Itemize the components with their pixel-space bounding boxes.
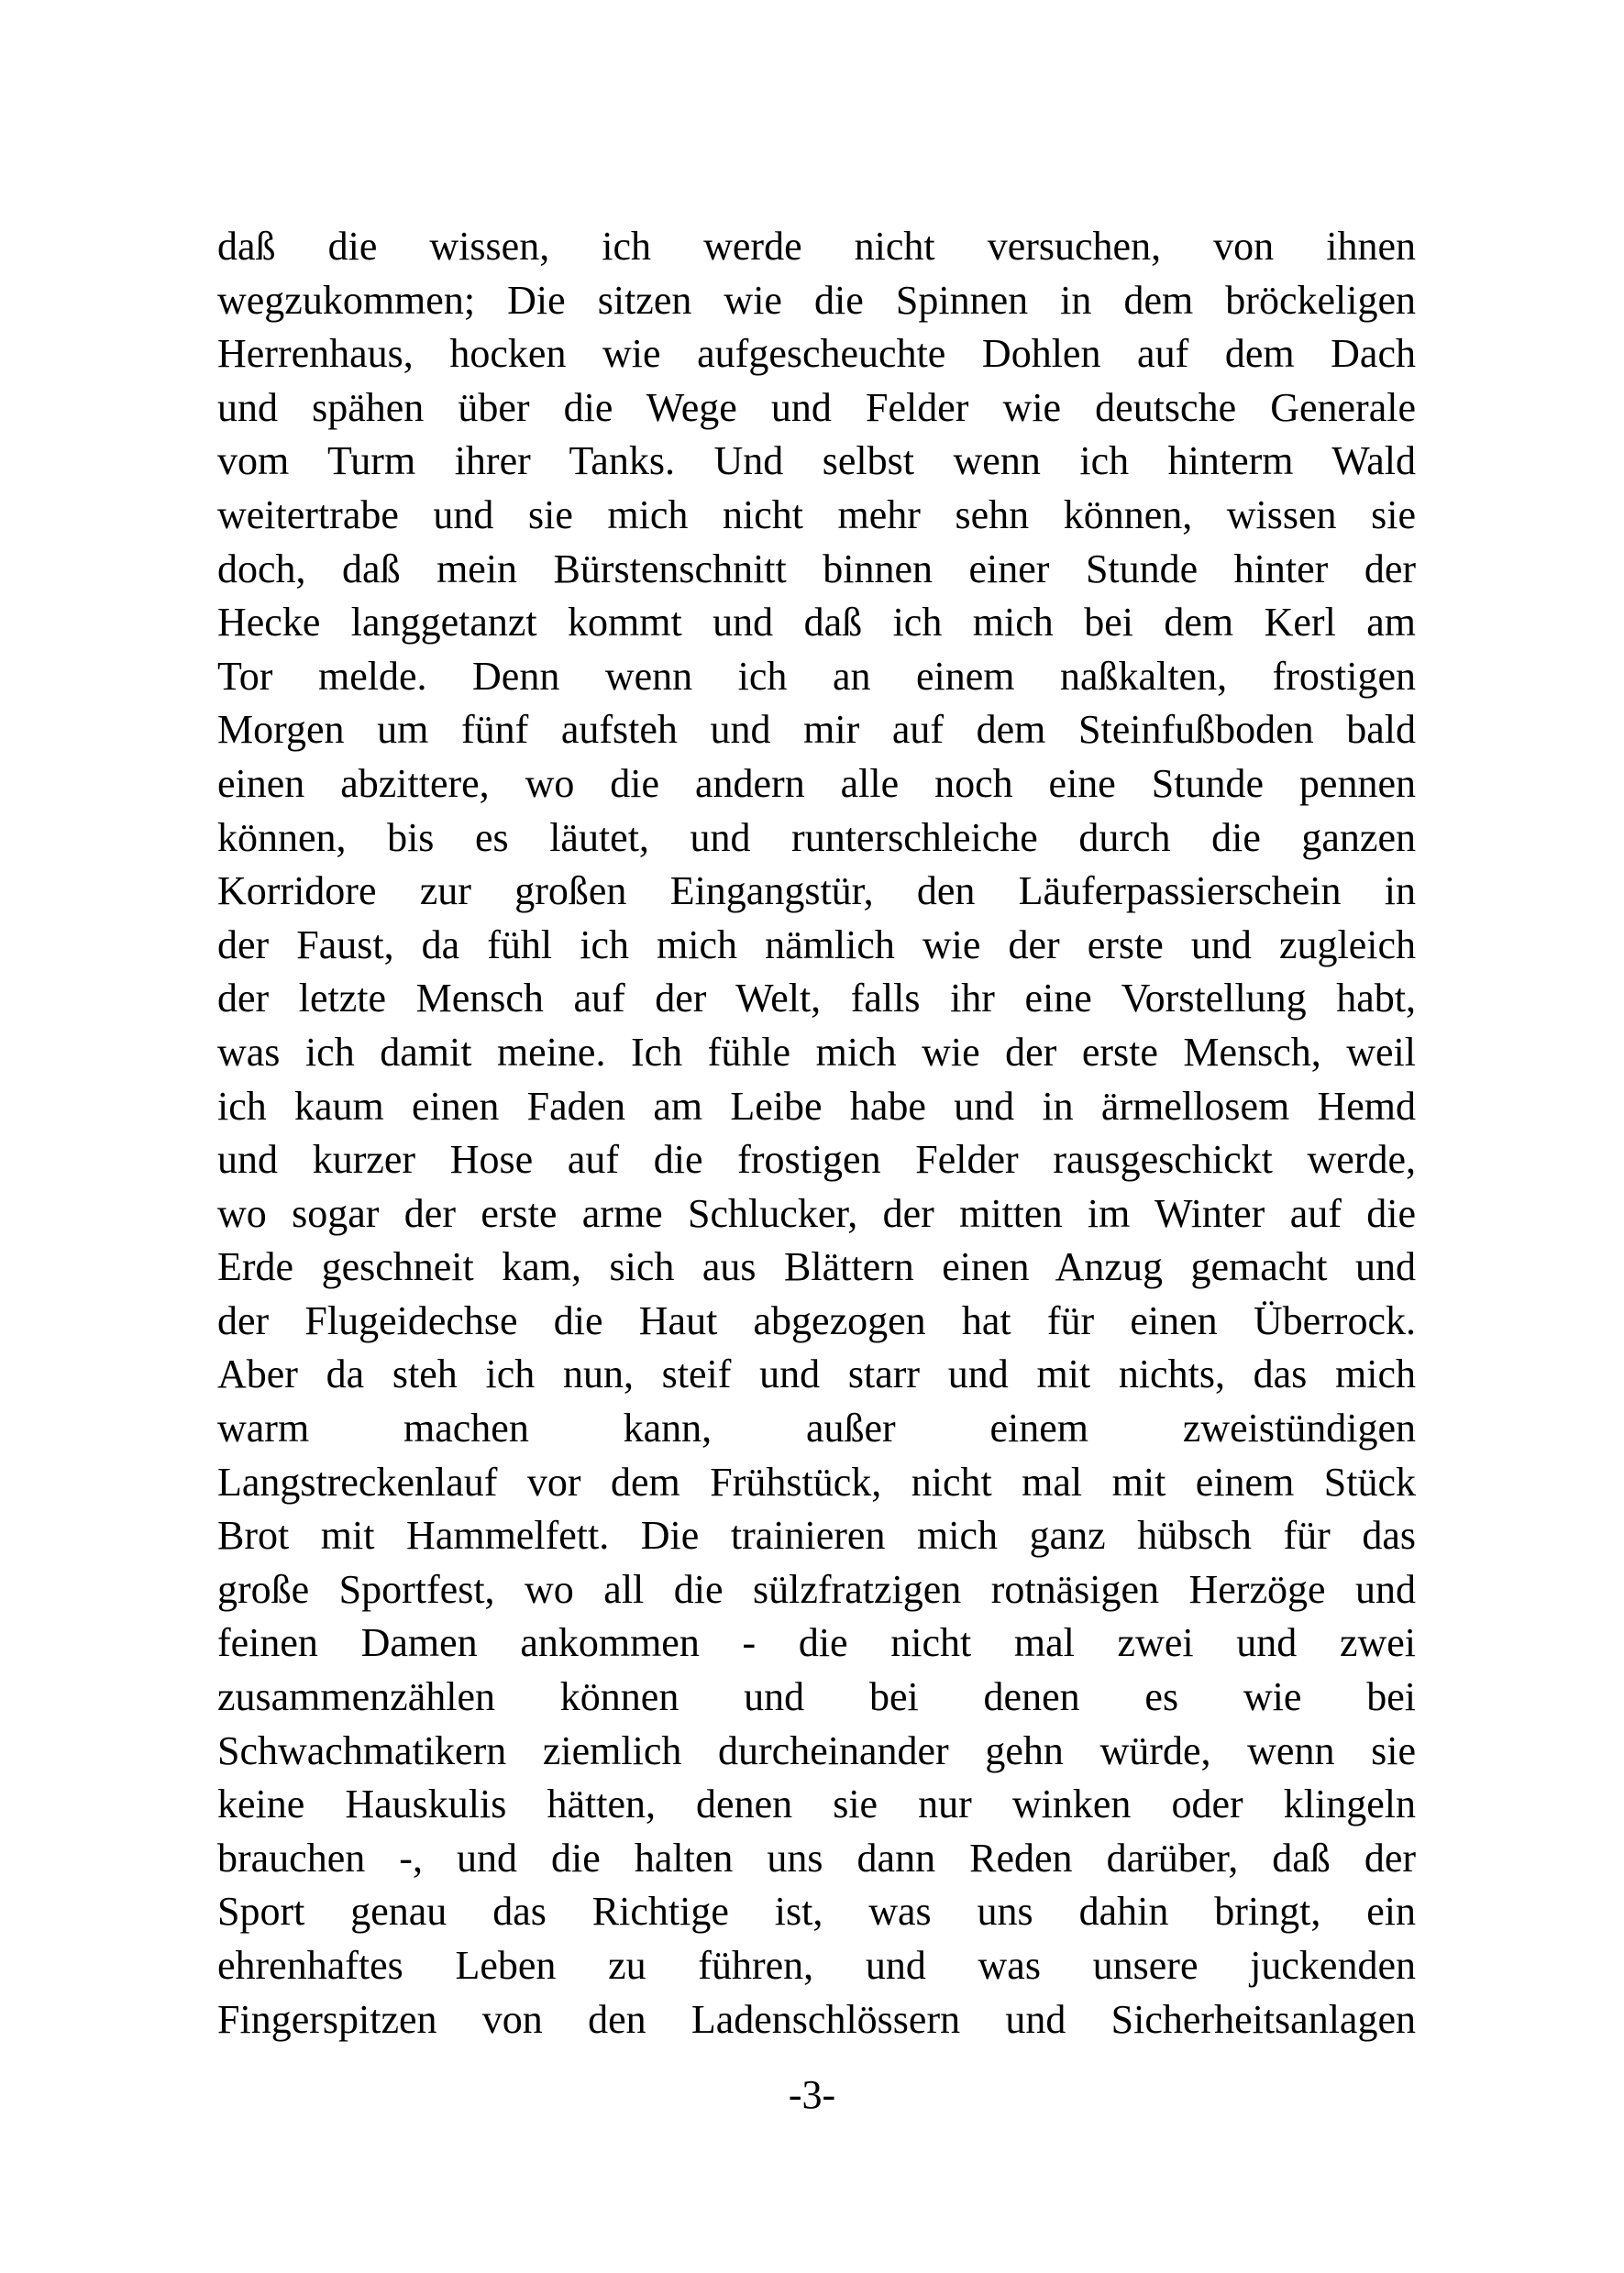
text-line: Korridore zur großen Eingangstür, den Läuferpassierschein in <box>217 868 1416 914</box>
text-line: und kurzer Hose auf die frostigen Felder rausgeschickt werde, <box>217 1137 1416 1183</box>
text-line: der Flugeidechse die Haut abgezogen hat für einen Überrock. <box>217 1297 1416 1343</box>
text-line: der Faust, da fühl ich mich nämlich wie der erste und zugleich <box>217 921 1416 967</box>
page-number: -3- <box>788 2072 836 2117</box>
text-line: feinen Damen ankommen - die nicht mal zwei und zwei <box>217 1620 1416 1666</box>
text-line: Morgen um fünf aufsteh und mir auf dem Steinfußboden bald <box>217 707 1416 753</box>
text-line: ich kaum einen Faden am Leibe habe und in ärmellosem Hemd <box>217 1083 1416 1129</box>
text-line: daß die wissen, ich werde nicht versuchen, von ihnen <box>217 224 1416 269</box>
text-line: Langstreckenlauf vor dem Frühstück, nicht mal mit einem Stück <box>217 1459 1416 1505</box>
text-line: können, bis es läutet, und runterschleiche durch die ganzen <box>217 814 1416 860</box>
text-line: Brot mit Hammelfett. Die trainieren mich ganz hübsch für das <box>217 1513 1416 1559</box>
text-line: keine Hauskulis hätten, denen sie nur winken oder klingeln <box>217 1782 1416 1827</box>
text-line: Sport genau das Richtige ist, was uns dahin bringt, ein <box>217 1889 1416 1935</box>
text-line: was ich damit meine. Ich fühle mich wie der erste Mensch, weil <box>217 1029 1416 1075</box>
text-line: Aber da steh ich nun, steif und starr und mit nichts, das mich <box>217 1352 1416 1397</box>
text-line: Schwachmatikern ziemlich durcheinander gehn würde, wenn sie <box>217 1727 1416 1773</box>
text-line: einen abzittere, wo die andern alle noch eine Stunde pennen <box>217 760 1416 806</box>
text-line: vom Turm ihrer Tanks. Und selbst wenn ich hinterm Wald <box>217 438 1416 484</box>
text-line: doch, daß mein Bürstenschnitt binnen einer Stunde hinter der <box>217 546 1416 591</box>
text-line: der letzte Mensch auf der Welt, falls ihr eine Vorstellung habt, <box>217 976 1416 1021</box>
body-text <box>217 220 1416 2047</box>
text-line: zusammenzählen können und bei denen es wie bei <box>217 1674 1416 1720</box>
text-line: ehrenhaftes Leben zu führen, und was unsere juckenden <box>217 1943 1416 1988</box>
text-line: Tor melde. Denn wenn ich an einem naßkalten, frostigen <box>217 653 1416 699</box>
text-line: Erde geschneit kam, sich aus Blättern einen Anzug gemacht und <box>217 1244 1416 1290</box>
text-line: weitertrabe und sie mich nicht mehr sehn können, wissen sie <box>217 491 1416 537</box>
text-line: wo sogar der erste arme Schlucker, der mitten im Winter auf die <box>217 1190 1416 1236</box>
text-line: große Sportfest, wo all die sülzfratzigen rotnäsigen Herzöge und <box>217 1566 1416 1612</box>
text-line: Fingerspitzen von den Ladenschlössern und Sicherheitsanlagen <box>217 1996 1416 2042</box>
text-line: wegzukommen; Die sitzen wie die Spinnen in dem bröckeligen <box>217 277 1416 323</box>
text-line: brauchen -, und die halten uns dann Reden darüber, daß der <box>217 1835 1416 1881</box>
text-line: Herrenhaus, hocken wie aufgescheuchte Dohlen auf dem Dach <box>217 331 1416 377</box>
text-line: warm machen kann, außer einem zweistündigen <box>217 1406 1416 1451</box>
text-line: und spähen über die Wege und Felder wie deutsche Generale <box>217 384 1416 430</box>
text-line: Hecke langgetanzt kommt und daß ich mich bei dem Kerl am <box>217 600 1416 645</box>
